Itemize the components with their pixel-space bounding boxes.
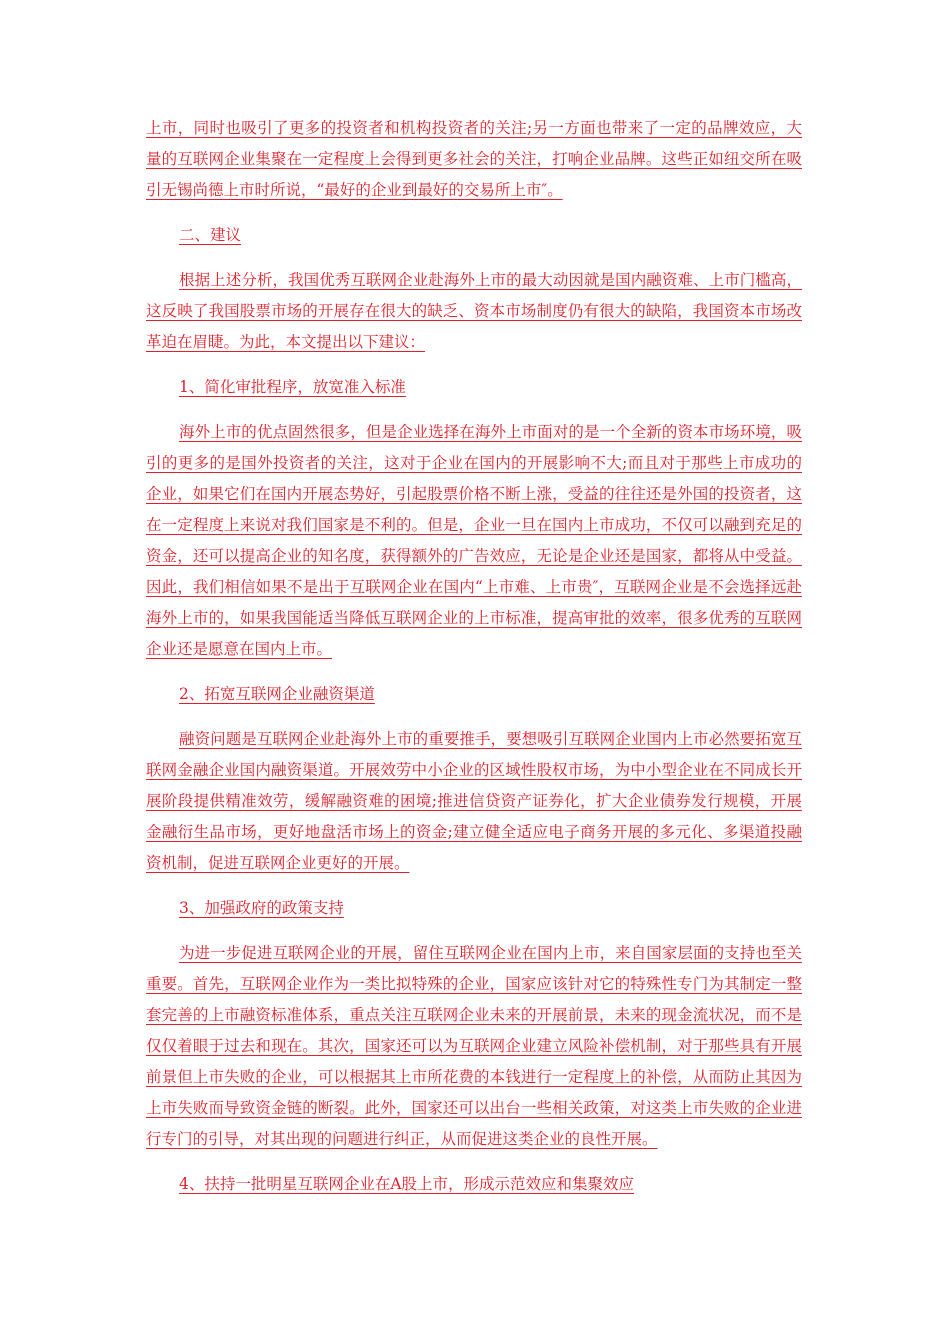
subheading-financing-channels: 2、拓宽互联网企业融资渠道 bbox=[179, 685, 375, 703]
paragraph-analysis: 根据上述分析，我国优秀互联网企业赴海外上市的最大动因就是国内融资难、上市门槛高，这反映了我国股票市场的开展存在很大的缺乏、资本市场制度仍有很大的缺陷，我国资本市场改革迫在眉睫。为此，本文提出以下建议： bbox=[146, 271, 802, 351]
paragraph-financing: 融资问题是互联网企业赴海外上市的重要推手，要想吸引互联网企业国内上市必然要拓宽互联网金融企业国内融资渠道。开展效劳中小企业的区域性股权市场，为中小型企业在不同成长开展阶段提供精准效劳，缓解融资难的困境;推进信贷资产证券化，扩大企业债券发行规模，开展金融衍生品市场，更好地盘活市场上的资金;建立健全适应电子商务开展的多元化、多渠道投融资机制，促进互联网企业更好的开展。 bbox=[146, 730, 802, 872]
subheading-star-enterprises: 4、扶持一批明星互联网企业在A股上市，形成示范效应和集聚效应 bbox=[179, 1175, 635, 1193]
paragraph-policy: 为进一步促进互联网企业的开展，留住互联网企业在国内上市，来自国家层面的支持也至关重要。首先，互联网企业作为一类比拟特殊的企业，国家应该针对它的特殊性专门为其制定一整套完善的上市融资标准体系，重点关注互联网企业未来的开展前景，未来的现金流状况，而不是仅仅着眼于过去和现在。其次，国家还可以为互联网企业建立风险补偿机制，对于那些具有开展前景但上市失败的企业，可以根据其上市所花费的本钱进行一定程度上的补偿，从而防止其因为上市失败而导致资金链的断裂。此外，国家还可以出台一些相关政策，对这类上市失败的企业进行专门的引导，对其出现的问题进行纠正，从而促进这类企业的良性开展。 bbox=[146, 944, 802, 1148]
section-heading-suggestions: 二、建议 bbox=[179, 226, 242, 244]
subheading-policy-support: 3、加强政府的政策支持 bbox=[179, 899, 344, 917]
subheading-simplify-approval: 1、简化审批程序，放宽准入标准 bbox=[179, 378, 406, 396]
paragraph-continued: 上市，同时也吸引了更多的投资者和机构投资者的关注;另一方面也带来了一定的品牌效应，大量的互联网企业集聚在一定程度上会得到更多社会的关注，打响企业品牌。这些正如纽交所在吸引无锡尚德上市时所说，“最好的企业到最好的交易所上市″。 bbox=[146, 119, 802, 199]
paragraph-overseas-listing: 海外上市的优点固然很多，但是企业选择在海外上市面对的是一个全新的资本市场环境，吸引的更多的是国外投资者的关注，这对于企业在国内的开展影响不大;而且对于那些上市成功的企业，如果它们在国内开展态势好，引起股票价格不断上涨，受益的往往还是外国的投资者，这在一定程度上来说对我们国家是不利的。但是，企业一旦在国内上市成功，不仅可以融到充足的资金，还可以提高企业的知名度，获得额外的广告效应，无论是企业还是国家，都将从中受益。因此，我们相信如果不是出于互联网企业在国内“上市难、上市贵″，互联网企业是不会选择远赴海外上市的，如果我国能适当降低互联网企业的上市标准，提高审批的效率，很多优秀的互联网企业还是愿意在国内上市。 bbox=[146, 423, 802, 658]
document-body bbox=[146, 113, 802, 1200]
